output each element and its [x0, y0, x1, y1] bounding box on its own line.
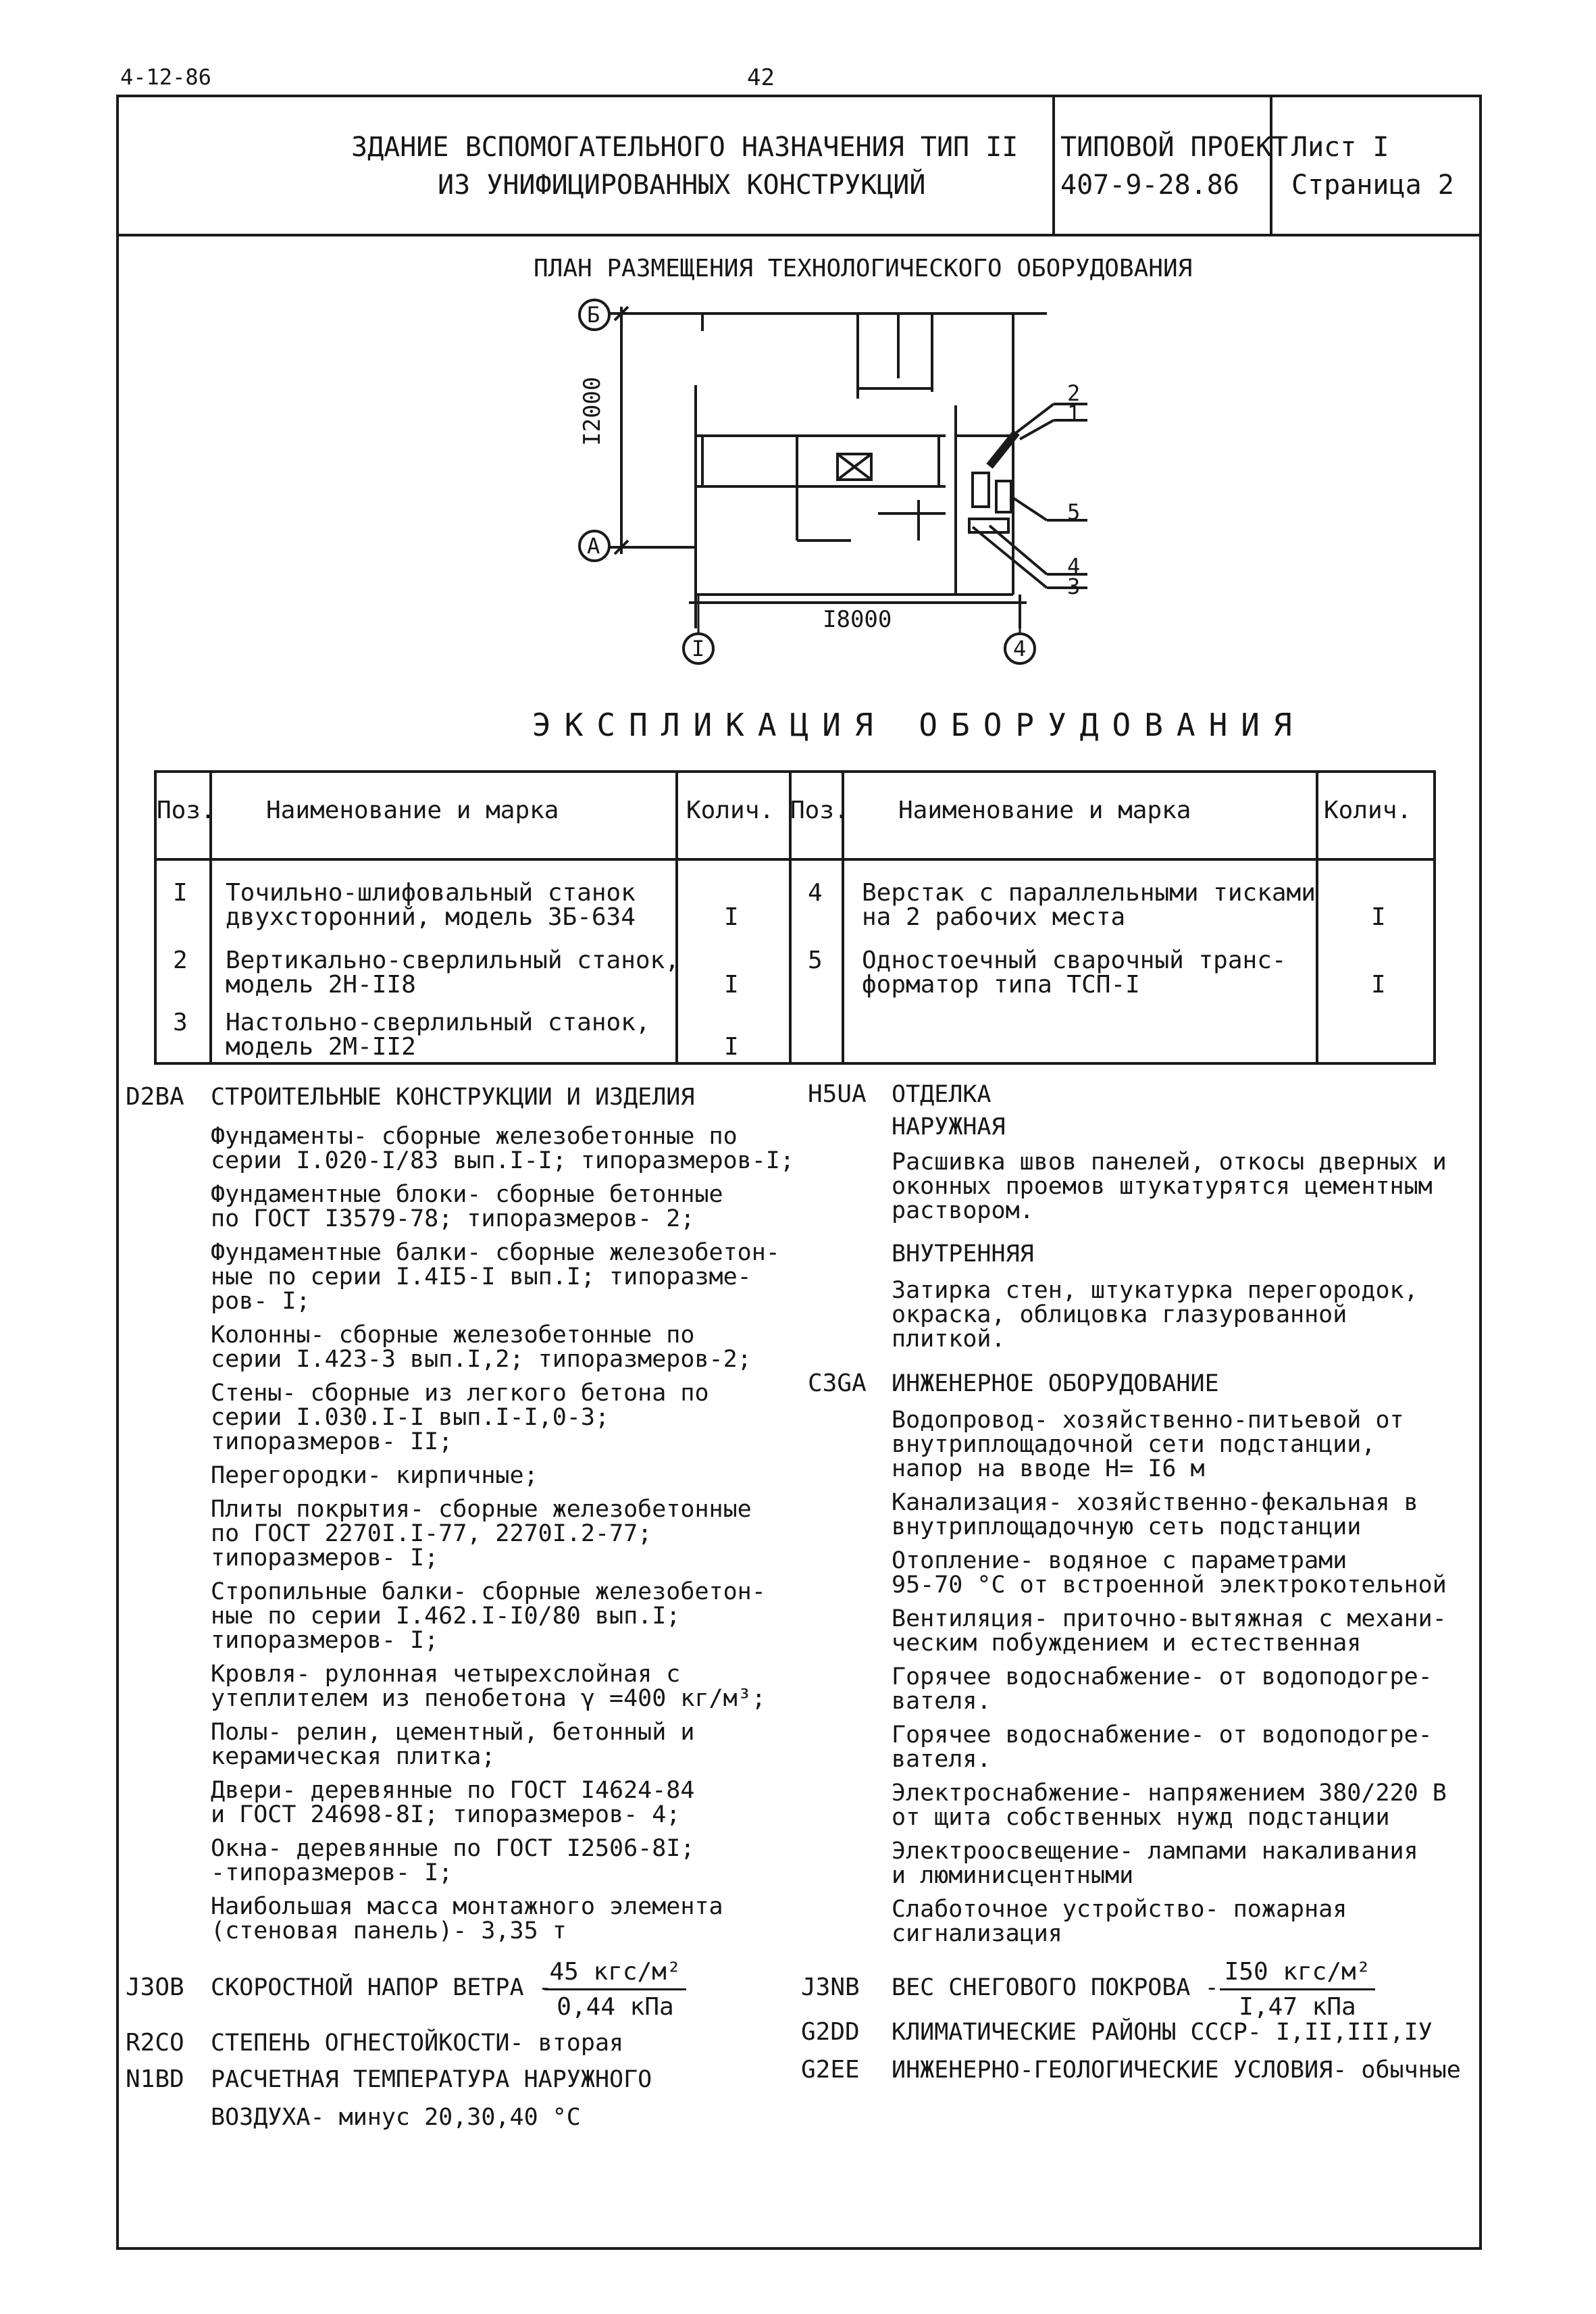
geology-code: G2EE [801, 2056, 860, 2084]
wind-load-kpa: 0,44 кПа [557, 1993, 674, 2021]
row-pos: 2 [173, 947, 188, 974]
corner-code: 4-12-86 [120, 64, 211, 90]
climate-regions: КЛИМАТИЧЕСКИЕ РАЙОНЫ СССР- I,II,III,IУ [892, 2019, 1433, 2046]
list-item-line: Отопление- водяное с параметрами [892, 1547, 1347, 1574]
list-item-line: (стеновая панель)- 3,35 т [211, 1917, 567, 1944]
list-item-line: внутриплощадочную сеть подстанции [892, 1513, 1362, 1540]
list-item-line: Плиты покрытия- сборные железобетонные [211, 1496, 752, 1523]
list-item-line: и ГОСТ 24698-8I; типоразмеров- 4; [211, 1801, 681, 1828]
list-item [892, 1839, 1486, 1888]
list-item-line: вателя. [892, 1688, 992, 1715]
list-item-line: по ГОСТ 2270I.I-77, 2270I.2-77; [211, 1520, 652, 1547]
list-item-line: серии I.020-I/83 вып.I-I; типоразмеров-I; [211, 1147, 794, 1174]
list-item-line: керамическая плитка; [211, 1743, 496, 1770]
list-item-line: Перегородки- кирпичные; [211, 1462, 538, 1489]
paragraph-line: Затирка стен, штукатурка перегородок, [892, 1277, 1418, 1304]
list-item-line: ров- I; [211, 1288, 311, 1315]
list-item [211, 1497, 792, 1570]
row-name-line1: Вертикально-сверлильный станок, [226, 947, 679, 974]
row-name-line2: модель 2Н-II8 [226, 971, 416, 999]
table-header-name-right: Наименование и марка [898, 797, 1191, 824]
row-pos: 5 [808, 947, 823, 974]
list-item-line: Полы- релин, цементный, бетонный и [211, 1719, 695, 1746]
list-item-line: серии I.423-3 вып.I,2; типоразмеров-2; [211, 1346, 752, 1373]
section-code-finish: H5UA [808, 1080, 867, 1108]
callout-5: 5 [1067, 499, 1081, 525]
list-item-line: Слаботочное устройство- пожарная [892, 1896, 1347, 1923]
list-item-line: и люминисцентными [892, 1862, 1134, 1889]
temperature-code: N1BD [126, 2065, 184, 2093]
list-item-line: 95-70 °С от встроенной электрокотельной [892, 1571, 1447, 1599]
paragraph-line: плиткой. [892, 1326, 1006, 1353]
wind-label: СКОРОСТНОЙ НАПОР ВЕТРА - [211, 1974, 552, 2001]
list-item [892, 1897, 1486, 1946]
axis-label-b: Б [587, 302, 600, 328]
list-item [211, 1240, 792, 1313]
table-header-pos-right: Поз. [790, 797, 849, 824]
list-item-line: Канализация- хозяйственно-фекальная в [892, 1489, 1418, 1516]
page-number: 42 [747, 64, 775, 91]
project-label: ТИПОВОЙ ПРОЕКТ [1060, 132, 1289, 163]
list-item-line: серии I.030.I-I вып.I-I,0-3; [211, 1404, 610, 1431]
section-heading-constructions: СТРОИТЕЛЬНЫЕ КОНСТРУКЦИИ И ИЗДЕЛИЯ [211, 1084, 695, 1111]
fire-code: R2CO [126, 2029, 184, 2057]
sheet-label: Лист I [1291, 132, 1389, 163]
list-item-line: ческим побуждением и естественная [892, 1630, 1362, 1657]
list-item-line: Наибольшая масса монтажного элемента [211, 1893, 723, 1920]
list-item-line: типоразмеров- I; [211, 1544, 439, 1571]
list-item-line: вателя. [892, 1746, 992, 1773]
list-item [892, 1408, 1486, 1481]
wind-load-kgf: 45 кгс/м² [544, 1958, 686, 1990]
table-header-qty-left: Колич. [686, 797, 775, 824]
list-item [211, 1778, 792, 1827]
list-item-line: Фундаментные балки- сборные железобетон- [211, 1239, 780, 1266]
geology-conditions: ИНЖЕНЕРНО-ГЕОЛОГИЧЕСКИЕ УСЛОВИЯ- обычные [892, 2057, 1461, 2084]
list-item-line: Кровля- рулонная четырехслойная с [211, 1661, 681, 1688]
list-item-line: Водопровод- хозяйственно-питьевой от [892, 1407, 1404, 1434]
subheading-inner: ВНУТРЕННЯЯ [892, 1240, 1034, 1267]
list-item-line: сигнализация [892, 1920, 1062, 1947]
list-item-line: от щита собственных нужд подстанции [892, 1804, 1390, 1831]
snow-load-kpa: I,47 кПа [1239, 1993, 1356, 2021]
table-col-line [1316, 770, 1318, 1065]
subheading-outer: НАРУЖНАЯ [892, 1113, 1006, 1140]
callout-3: 3 [1067, 574, 1081, 599]
temperature-line1: РАСЧЕТНАЯ ТЕМПЕРАТУРА НАРУЖНОГО [211, 2066, 652, 2093]
snow-load-kgf: I50 кгс/м² [1220, 1958, 1375, 1990]
list-item [892, 1607, 1486, 1655]
list-item-line: Стены- сборные из легкого бетона по [211, 1380, 709, 1407]
list-item [211, 1720, 792, 1769]
row-qty: I [1371, 971, 1386, 999]
row-pos: 4 [808, 879, 823, 907]
row-name-line2: модель 2М-II2 [226, 1033, 416, 1061]
section-heading-engineering: ИНЖЕНЕРНОЕ ОБОРУДОВАНИЕ [892, 1370, 1219, 1397]
list-item-line: по ГОСТ I3579-78; типоразмеров- 2; [211, 1205, 695, 1232]
paragraph-line: раствором. [892, 1197, 1034, 1224]
table-header-divider [154, 858, 1436, 861]
row-name-line2: двухсторонний, модель 3Б-634 [226, 903, 636, 931]
dimension-vertical: I2000 [579, 376, 606, 446]
list-item-line: Окна- деревянные по ГОСТ I2506-8I; [211, 1835, 695, 1862]
callout-2: 2 [1067, 380, 1081, 406]
equipment-plan-drawing [0, 0, 1596, 709]
table-col-line [675, 770, 678, 1065]
document-title-line2: ИЗ УНИФИЦИРОВАННЫХ КОНСТРУКЦИЙ [438, 170, 926, 201]
dimension-horizontal: I8000 [823, 606, 892, 633]
callout-4: 4 [1067, 553, 1081, 579]
axis-label-a: А [587, 533, 600, 559]
list-item [892, 1781, 1486, 1830]
callout-1: 1 [1067, 401, 1081, 426]
list-item-line: Электроснабжение- напряжением 380/220 В [892, 1780, 1447, 1807]
fire-resistance: СТЕПЕНЬ ОГНЕСТОЙКОСТИ- вторая [211, 2030, 624, 2057]
row-name-line2: на 2 рабочих места [862, 903, 1126, 931]
list-item-line: Колонны- сборные железобетонные по [211, 1322, 695, 1349]
list-item [211, 1894, 792, 1943]
list-item-line: напор на вводе Н= I6 м [892, 1455, 1205, 1482]
list-item-line: ные по серии I.462.I-I0/80 вып.I; [211, 1603, 681, 1630]
wind-code: J3OB [126, 1973, 184, 2001]
list-item [892, 1723, 1486, 1771]
row-name-line1: Настольно-сверлильный станок, [226, 1009, 650, 1036]
list-item-line: -типоразмеров- I; [211, 1859, 453, 1886]
table-header-qty-right: Колич. [1324, 797, 1412, 824]
engineering-list [892, 1408, 1486, 1955]
row-name-line2: форматор типа ТСП-I [862, 971, 1140, 999]
list-item-line: ные по серии I.4I5-I вып.I; типоразме- [211, 1263, 752, 1290]
row-qty: I [1371, 903, 1386, 931]
list-item [211, 1381, 792, 1454]
list-item-line: Стропильные балки- сборные железобетон- [211, 1578, 766, 1605]
list-item [211, 1662, 792, 1711]
section-code-engineering: C3GA [808, 1369, 867, 1397]
paragraph-line: Расшивка швов панелей, откосы дверных и [892, 1149, 1447, 1176]
list-item [211, 1463, 792, 1488]
plan-title: ПЛАН РАЗМЕЩЕНИЯ ТЕХНОЛОГИЧЕСКОГО ОБОРУДОВАНИЯ [534, 255, 1193, 282]
snow-label: ВЕС СНЕГОВОГО ПОКРОВА - [892, 1974, 1219, 2001]
list-item [892, 1549, 1486, 1597]
explication-title: ЭКСПЛИКАЦИЯ ОБОРУДОВАНИЯ [532, 707, 1306, 743]
page-label: Страница 2 [1291, 170, 1454, 201]
project-number: 407-9-28.86 [1060, 170, 1239, 201]
list-item-line: утеплителем из пенобетона γ =400 кг/м³; [211, 1685, 766, 1712]
list-item [211, 1182, 792, 1231]
list-item-line: Фундаментные блоки- сборные бетонные [211, 1181, 723, 1208]
axis-label-1: I [692, 636, 705, 661]
temperature-line2: ВОЗДУХА- минус 20,30,40 °С [211, 2104, 581, 2131]
snow-code: J3NB [801, 1973, 860, 2001]
row-pos: I [173, 879, 188, 907]
list-item [892, 1665, 1486, 1713]
section-heading-finish: ОТДЕЛКА [892, 1081, 992, 1108]
row-qty: I [724, 1033, 739, 1061]
list-item-line: Двери- деревянные по ГОСТ I4624-84 [211, 1777, 695, 1804]
list-item [892, 1490, 1486, 1539]
list-item-line: типоразмеров- I; [211, 1627, 439, 1654]
list-item-line: Фундаменты- сборные железобетонные по [211, 1123, 738, 1150]
inner-finish-text [892, 1278, 1486, 1351]
list-item-line: Горячее водоснабжение- от водоподогре- [892, 1721, 1433, 1749]
axis-label-4: 4 [1013, 636, 1027, 661]
climate-code: G2DD [801, 2018, 860, 2046]
row-pos: 3 [173, 1009, 188, 1036]
row-name-line1: Одностоечный сварочный транс- [862, 947, 1287, 974]
list-item-line: внутриплощадочной сети подстанции, [892, 1431, 1376, 1458]
row-qty: I [724, 971, 739, 999]
document-title-line1: ЗДАНИЕ ВСПОМОГАТЕЛЬНОГО НАЗНАЧЕНИЯ ТИП II [351, 132, 1019, 163]
constructions-list [211, 1124, 792, 1953]
table-header-name-left: Наименование и марка [266, 797, 559, 824]
row-name-line1: Верстак с параллельными тисками [862, 879, 1316, 907]
list-item [211, 1836, 792, 1885]
outer-finish-text [892, 1150, 1486, 1223]
section-code-constructions: D2BA [126, 1083, 184, 1111]
paragraph-line: оконных проемов штукатурятся цементным [892, 1173, 1433, 1200]
row-qty: I [724, 903, 739, 931]
list-item [211, 1124, 792, 1173]
list-item-line: типоразмеров- II; [211, 1428, 453, 1455]
list-item-line: Вентиляция- приточно-вытяжная с механи- [892, 1605, 1447, 1632]
list-item [211, 1323, 792, 1372]
table-header-pos-left: Поз. [157, 797, 215, 824]
list-item-line: Горячее водоснабжение- от водоподогре- [892, 1663, 1433, 1690]
paragraph-line: окраска, облицовка глазурованной [892, 1301, 1347, 1328]
list-item [211, 1580, 792, 1653]
list-item-line: Электроосвещение- лампами накаливания [892, 1838, 1418, 1865]
row-name-line1: Точильно-шлифовальный станок [226, 879, 636, 907]
